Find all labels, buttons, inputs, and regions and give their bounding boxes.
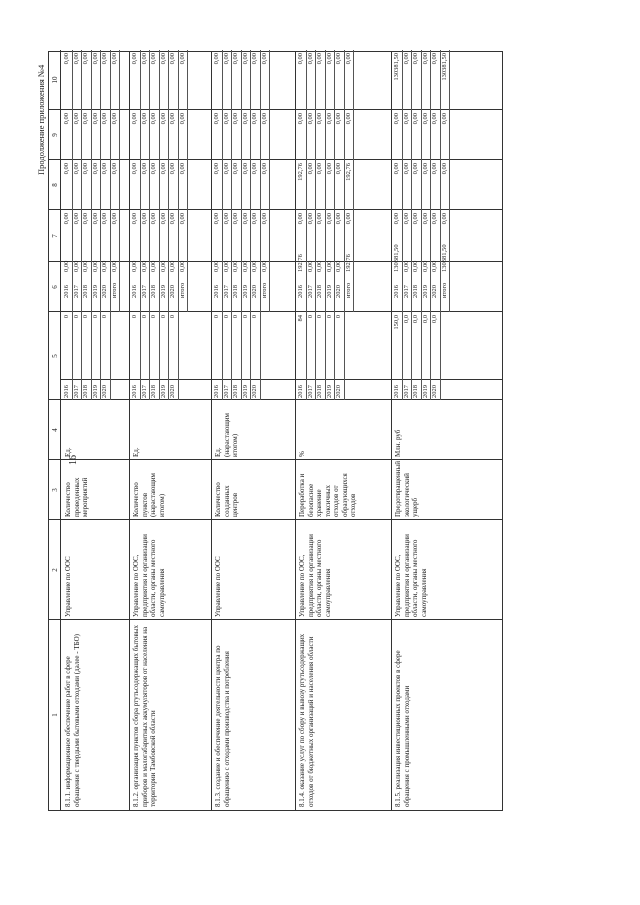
- unit: Ед.: [132, 447, 140, 457]
- finance-value: 0,00: [325, 53, 333, 65]
- finance-year: итого: [110, 282, 118, 298]
- column-header: 1: [49, 620, 61, 810]
- finance-value: 0,00: [82, 113, 89, 125]
- finance-value: 0,00: [232, 163, 239, 175]
- finance-value: 0,00: [222, 113, 230, 125]
- finance-year: 2020: [335, 285, 342, 298]
- target-year: 2020: [431, 385, 438, 398]
- target-year: 2019: [241, 385, 249, 398]
- finance-value: 0,00: [402, 260, 410, 272]
- column-header: 7: [49, 210, 61, 262]
- finance-value: 0,00: [335, 260, 342, 272]
- continuation-title: Продолжение приложения №4: [36, 64, 46, 175]
- finance-value: 0,00: [316, 163, 323, 175]
- target-value: 84: [297, 315, 304, 322]
- measure-title: 8.1.2. организация пунктов сбора ртутьсодержащих бытовых приборов и малогабаритных аккумуляторов от населения на территории Тамбовской области: [132, 624, 157, 807]
- finance-value: 0,00: [421, 260, 429, 272]
- target-year: 2019: [159, 385, 167, 398]
- target-year: 2017: [306, 385, 314, 398]
- target-year: 2019: [421, 385, 429, 398]
- finance-value: 0,00: [316, 260, 323, 272]
- target-value: 0,0: [431, 315, 438, 324]
- finance-value: 0,00: [169, 213, 176, 225]
- finance-value: 0,00: [63, 213, 70, 225]
- finance-year: 2017: [72, 285, 80, 298]
- finance-year: 2019: [421, 285, 429, 298]
- target-value: 0: [241, 315, 249, 319]
- finance-value: 0,00: [232, 213, 239, 225]
- finance-value: 0,00: [131, 53, 138, 65]
- finance-value: 0,00: [344, 213, 352, 225]
- finance-value: 0,00: [101, 213, 108, 225]
- finance-value: 0,00: [72, 163, 80, 175]
- target-year: 2020: [101, 385, 108, 398]
- target-year: 2017: [222, 385, 230, 398]
- executor: Управление по ООС, предприятия и организации области, органы местного самоуправления: [132, 534, 166, 617]
- executor: Управление по ООС, предприятия и организации области, органы местного самоуправления: [298, 534, 332, 617]
- finance-value: 0,00: [306, 260, 314, 272]
- finance-value: 0,00: [131, 260, 138, 272]
- target-year: 2016: [213, 385, 220, 398]
- finance-value: 0,00: [412, 213, 419, 225]
- target-year: 2016: [63, 385, 70, 398]
- finance-year: 2017: [222, 285, 230, 298]
- finance-line: [119, 50, 120, 312]
- finance-value: 0,00: [412, 260, 419, 272]
- finance-value: 0,00: [297, 53, 304, 65]
- finance-value: 0,00: [232, 53, 239, 65]
- finance-value: 0,00: [402, 113, 410, 125]
- finance-year: 2018: [412, 285, 419, 298]
- unit: Ед. (нарастающим итогом): [214, 413, 239, 457]
- target-value: 150,0: [393, 315, 400, 330]
- finance-value: 0,00: [169, 113, 176, 125]
- finance-value: 192,76: [297, 254, 304, 272]
- finance-year: 2018: [316, 285, 323, 298]
- target-line: [110, 312, 111, 400]
- finance-value: 0,00: [140, 163, 148, 175]
- target-value: 0: [325, 315, 333, 319]
- finance-value: 0,00: [169, 53, 176, 65]
- finance-value: 0,00: [101, 260, 108, 272]
- finance-year: 2016: [63, 285, 70, 298]
- finance-year: итого: [440, 282, 448, 298]
- target-value: 0: [335, 315, 342, 319]
- column-header: 9: [49, 110, 61, 160]
- target-line: [260, 312, 261, 400]
- finance-value: 0,00: [421, 113, 429, 125]
- finance-value: 0,00: [63, 53, 70, 65]
- finance-value: 0,00: [335, 53, 342, 65]
- finance-value: 130381,50: [393, 244, 400, 272]
- finance-value: 0,00: [213, 260, 220, 272]
- finance-value: 0,00: [335, 213, 342, 225]
- finance-value: 192,76: [297, 163, 304, 181]
- finance-line: [449, 50, 450, 312]
- program-table: [48, 51, 503, 811]
- measure-title: 8.1.3. создание и обеспечение деятельности центра по обращению с отходами производства и потребления: [214, 645, 231, 807]
- finance-value: 0,00: [140, 260, 148, 272]
- finance-value: 0,00: [159, 53, 167, 65]
- row-divider: [391, 52, 392, 810]
- column-header: 10: [49, 50, 61, 110]
- target-value: 0: [213, 315, 220, 319]
- finance-value: 0,00: [232, 260, 239, 272]
- row-divider: [211, 52, 212, 810]
- finance-value: 0,00: [241, 53, 249, 65]
- finance-value: 0,00: [260, 53, 268, 65]
- target-year: 2017: [72, 385, 80, 398]
- finance-year: итого: [178, 282, 186, 298]
- target-year: 2020: [335, 385, 342, 398]
- finance-value: 0,00: [251, 113, 258, 125]
- finance-value: 0,00: [325, 260, 333, 272]
- finance-value: 0,00: [325, 213, 333, 225]
- finance-value: 0,00: [110, 260, 118, 272]
- finance-year: 2020: [431, 285, 438, 298]
- finance-year: 2019: [241, 285, 249, 298]
- finance-value: 0,00: [297, 213, 304, 225]
- finance-value: 0,00: [402, 53, 410, 65]
- target-year: 2018: [82, 385, 89, 398]
- target-value: 0: [306, 315, 314, 319]
- column-divider: [49, 311, 502, 312]
- finance-value: 0,00: [251, 163, 258, 175]
- finance-value: 192,76: [344, 254, 352, 272]
- finance-value: 0,00: [82, 53, 89, 65]
- finance-value: 0,00: [150, 53, 157, 65]
- finance-value: 0,00: [306, 113, 314, 125]
- finance-year: итого: [344, 282, 352, 298]
- finance-value: 0,00: [402, 163, 410, 175]
- finance-value: 0,00: [110, 213, 118, 225]
- finance-value: 0,00: [213, 213, 220, 225]
- finance-value: 0,00: [431, 260, 438, 272]
- finance-value: 0,00: [140, 113, 148, 125]
- finance-value: 0,00: [63, 260, 70, 272]
- column-divider: [49, 519, 502, 520]
- finance-year: 2020: [251, 285, 258, 298]
- finance-value: 0,00: [412, 113, 419, 125]
- target-year: 2020: [169, 385, 176, 398]
- unit: Млн. руб: [394, 429, 402, 457]
- finance-value: 0,00: [260, 213, 268, 225]
- finance-value: 0,00: [421, 53, 429, 65]
- finance-value: 0,00: [150, 163, 157, 175]
- finance-value: 0,00: [222, 260, 230, 272]
- finance-value: 0,00: [260, 260, 268, 272]
- finance-value: 0,00: [169, 260, 176, 272]
- finance-value: 0,00: [297, 113, 304, 125]
- target-year: 2020: [251, 385, 258, 398]
- finance-value: 0,00: [159, 213, 167, 225]
- finance-value: 0,00: [91, 213, 99, 225]
- finance-value: 0,00: [335, 163, 342, 175]
- finance-value: 0,00: [72, 53, 80, 65]
- finance-value: 0,00: [178, 113, 186, 125]
- finance-value: 0,00: [91, 260, 99, 272]
- target-year: 2016: [297, 385, 304, 398]
- indicator: Количество проведенных мероприятий: [64, 477, 89, 517]
- finance-value: 0,00: [150, 113, 157, 125]
- finance-value: 0,00: [412, 53, 419, 65]
- measure-title: 8.1.5. реализация инвестиционных проектов в сфере обращения с промышленными отходами: [394, 650, 411, 807]
- finance-value: 0,00: [431, 53, 438, 65]
- row-divider: [129, 52, 130, 810]
- target-year: 2018: [316, 385, 323, 398]
- finance-year: 2018: [150, 285, 157, 298]
- target-value: 0: [91, 315, 99, 319]
- finance-value: 0,00: [150, 260, 157, 272]
- finance-value: 0,00: [82, 213, 89, 225]
- unit: %: [298, 451, 306, 457]
- finance-value: 0,00: [101, 163, 108, 175]
- target-year: 2018: [232, 385, 239, 398]
- finance-value: 130381,50: [440, 53, 448, 81]
- finance-year: 2017: [306, 285, 314, 298]
- finance-value: 0,00: [325, 113, 333, 125]
- finance-value: 0,00: [72, 113, 80, 125]
- finance-value: 0,00: [91, 53, 99, 65]
- target-line: [178, 312, 179, 400]
- finance-value: 0,00: [91, 113, 99, 125]
- finance-value: 0,00: [213, 163, 220, 175]
- finance-value: 0,00: [222, 163, 230, 175]
- finance-value: 0,00: [431, 213, 438, 225]
- finance-value: 0,00: [251, 260, 258, 272]
- executor: Управление по ООС, предприятия и организации области, органы местного самоуправления: [394, 534, 428, 617]
- finance-value: 0,00: [131, 113, 138, 125]
- finance-value: 0,00: [251, 53, 258, 65]
- target-year: 2016: [393, 385, 400, 398]
- finance-value: 0,00: [241, 163, 249, 175]
- finance-value: 0,00: [169, 163, 176, 175]
- finance-value: 0,00: [335, 113, 342, 125]
- finance-value: 0,00: [159, 113, 167, 125]
- finance-value: 0,00: [306, 163, 314, 175]
- finance-year: 2016: [131, 285, 138, 298]
- finance-value: 0,00: [241, 260, 249, 272]
- finance-value: 192,76: [344, 163, 352, 181]
- finance-line: [187, 50, 188, 312]
- column-divider: [49, 459, 502, 460]
- finance-value: 0,00: [82, 163, 89, 175]
- finance-year: 2018: [82, 285, 89, 298]
- executor: Управление по ООС: [64, 556, 72, 617]
- finance-value: 0,00: [306, 213, 314, 225]
- finance-year: 2019: [91, 285, 99, 298]
- finance-value: 0,00: [63, 113, 70, 125]
- finance-value: 0,00: [393, 113, 400, 125]
- finance-value: 0,00: [110, 163, 118, 175]
- finance-value: 0,00: [150, 213, 157, 225]
- finance-value: 0,00: [222, 53, 230, 65]
- column-header: 2: [49, 520, 61, 620]
- target-value: 0,0: [402, 315, 410, 324]
- finance-value: 0,00: [440, 163, 448, 175]
- finance-year: итого: [260, 282, 268, 298]
- finance-year: 2017: [402, 285, 410, 298]
- finance-year: 2020: [101, 285, 108, 298]
- finance-value: 0,00: [431, 113, 438, 125]
- finance-value: 0,00: [421, 213, 429, 225]
- target-value: 0: [101, 315, 108, 319]
- target-value: 0: [159, 315, 167, 319]
- target-year: 2019: [91, 385, 99, 398]
- finance-value: 0,00: [222, 213, 230, 225]
- finance-value: 0,00: [159, 163, 167, 175]
- indicator: Количество созданных центров: [214, 482, 239, 517]
- measure-title: 8.1.1. информационное обеспечение работ в сфере обращения с твердыми бытовыми отходами (далее - ТБО): [64, 633, 81, 807]
- finance-value: 130381,50: [393, 53, 400, 81]
- finance-value: 0,00: [178, 163, 186, 175]
- finance-value: 0,00: [440, 213, 448, 225]
- finance-value: 130381,50: [440, 244, 448, 272]
- column-header: 5: [49, 312, 61, 400]
- finance-value: 0,00: [393, 163, 400, 175]
- finance-value: 0,00: [431, 163, 438, 175]
- finance-year: 2016: [297, 285, 304, 298]
- finance-line: [269, 50, 270, 312]
- finance-value: 0,00: [393, 213, 400, 225]
- finance-value: 0,00: [421, 163, 429, 175]
- finance-value: 0,00: [412, 163, 419, 175]
- finance-value: 0,00: [344, 113, 352, 125]
- finance-value: 0,00: [178, 53, 186, 65]
- target-year: 2017: [402, 385, 410, 398]
- target-year: 2016: [131, 385, 138, 398]
- finance-value: 0,00: [251, 213, 258, 225]
- finance-value: 0,00: [110, 53, 118, 65]
- target-year: 2018: [150, 385, 157, 398]
- finance-year: 2016: [213, 285, 220, 298]
- column-header: 3: [49, 460, 61, 520]
- page-number: 16: [68, 455, 79, 465]
- finance-value: 0,00: [72, 213, 80, 225]
- target-value: 0,0: [412, 315, 419, 324]
- target-value: 0: [131, 315, 138, 319]
- finance-value: 0,00: [402, 213, 410, 225]
- finance-line: [353, 50, 354, 312]
- finance-value: 0,00: [241, 213, 249, 225]
- finance-value: 0,00: [440, 113, 448, 125]
- indicator: Предотвращенный экологический ущерб: [394, 461, 419, 517]
- target-value: 0: [150, 315, 157, 319]
- target-value: 0: [222, 315, 230, 319]
- unit: Ед.: [64, 447, 72, 457]
- finance-value: 0,00: [101, 53, 108, 65]
- finance-value: 0,00: [131, 213, 138, 225]
- target-value: 0,0: [421, 315, 429, 324]
- finance-value: 0,00: [344, 53, 352, 65]
- row-divider: [295, 52, 296, 810]
- finance-value: 0,00: [140, 213, 148, 225]
- finance-value: 0,00: [232, 113, 239, 125]
- column-header: 6: [49, 262, 61, 312]
- finance-year: 2019: [159, 285, 167, 298]
- finance-year: 2019: [325, 285, 333, 298]
- finance-value: 0,00: [131, 163, 138, 175]
- target-value: 0: [82, 315, 89, 319]
- finance-value: 0,00: [63, 163, 70, 175]
- finance-value: 0,00: [241, 113, 249, 125]
- finance-value: 0,00: [325, 163, 333, 175]
- target-line: [440, 312, 441, 400]
- finance-year: 2018: [232, 285, 239, 298]
- executor: Управление по ООС: [214, 556, 222, 617]
- finance-value: 0,00: [260, 163, 268, 175]
- finance-value: 0,00: [213, 113, 220, 125]
- target-value: 0: [251, 315, 258, 319]
- target-year: 2018: [412, 385, 419, 398]
- target-value: 0: [72, 315, 80, 319]
- target-line: [344, 312, 345, 400]
- finance-year: 2016: [393, 285, 400, 298]
- column-divider: [49, 619, 502, 620]
- finance-value: 0,00: [316, 113, 323, 125]
- finance-value: 0,00: [260, 113, 268, 125]
- finance-value: 0,00: [91, 163, 99, 175]
- measure-title: 8.1.4. оказание услуг по сбору и вывозу ртутьсодержащих отходов от бюджетных организаций и населения области: [298, 633, 315, 807]
- finance-value: 0,00: [72, 260, 80, 272]
- target-year: 2017: [140, 385, 148, 398]
- finance-value: 0,00: [213, 53, 220, 65]
- target-value: 0: [169, 315, 176, 319]
- finance-value: 0,00: [140, 53, 148, 65]
- column-header: 8: [49, 160, 61, 210]
- target-value: 0: [316, 315, 323, 319]
- column-divider: [49, 399, 502, 400]
- indicator: Количество пунктов (нарастающим итогом): [132, 473, 166, 517]
- finance-value: 0,00: [316, 53, 323, 65]
- target-value: 0: [63, 315, 70, 319]
- finance-value: 0,00: [101, 113, 108, 125]
- finance-year: 2017: [140, 285, 148, 298]
- finance-value: 0,00: [110, 113, 118, 125]
- finance-value: 0,00: [159, 260, 167, 272]
- finance-value: 0,00: [306, 53, 314, 65]
- finance-year: 2020: [169, 285, 176, 298]
- finance-value: 0,00: [82, 260, 89, 272]
- target-value: 0: [232, 315, 239, 319]
- finance-value: 0,00: [178, 260, 186, 272]
- finance-value: 0,00: [316, 213, 323, 225]
- column-header: 4: [49, 400, 61, 460]
- target-year: 2019: [325, 385, 333, 398]
- indicator: Переработка и безопасное хранение токсичных отходов от образующихся отходов: [298, 473, 357, 517]
- finance-value: 0,00: [178, 213, 186, 225]
- target-value: 0: [140, 315, 148, 319]
